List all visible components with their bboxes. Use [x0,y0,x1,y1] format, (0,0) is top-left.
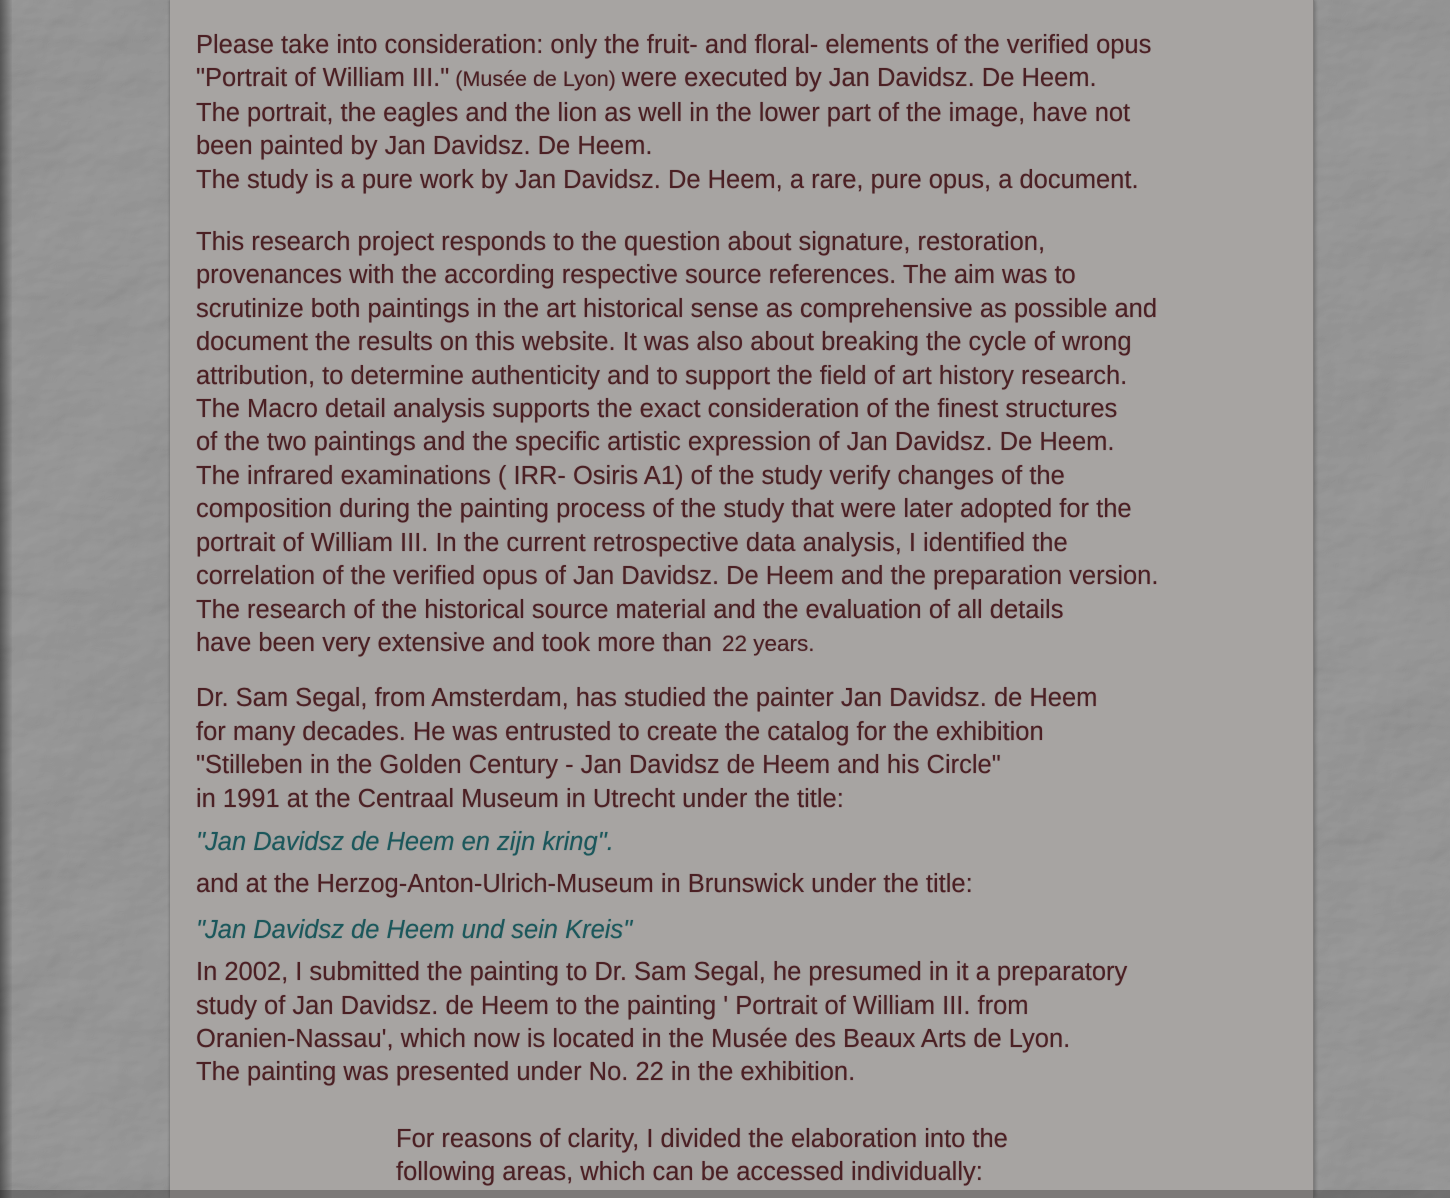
text-segment: have been very extensive and took more than [196,628,712,657]
text-line: been painted by Jan Davidsz. De Heem. [196,132,653,161]
paragraph-bridge [196,868,1313,901]
text-line: composition during the painting process of the study that were later adopted for the [196,495,1132,524]
text-line: scrutinize both paintings in the art historical sense as comprehensive as possible and [196,294,1158,323]
paragraph-research [196,226,1313,660]
exhibition-title-german [196,914,1313,947]
painting-title: "Portrait of William III." [196,64,450,93]
content-panel [170,0,1314,1198]
text-line: For reasons of clarity, I divided the elaboration into the [396,1124,1008,1153]
text-line: The research of the historical source material and the evaluation of all details [196,595,1064,624]
text-line: study of Jan Davidsz. de Heem to the painting ' Portrait of William III. from [196,991,1029,1020]
text-line: The study is a pure work by Jan Davidsz. De Heem, a rare, pure opus, a document. [196,165,1139,194]
text-line: The Macro detail analysis supports the exact consideration of the finest structures [196,395,1118,424]
text-line: portrait of William III. In the current retrospective data analysis, I identified the [196,528,1068,557]
text-line: The painting was presented under No. 22 in the exhibition. [196,1058,856,1087]
text-line: "Jan Davidsz de Heem en zijn kring". [196,827,614,856]
text-line: attribution, to determine authenticity and to support the field of art history research. [196,361,1128,390]
paragraph-submission [196,956,1313,1090]
text-line [196,627,1313,660]
text-line: The infrared examinations ( IRR- Osiris A1) of the study verify changes of the [196,461,1065,490]
duration-value: 22 years. [722,630,815,656]
left-edge-shadow [0,0,12,1198]
text-line: The portrait, the eagles and the lion as well in the lower part of the image, have not [196,98,1131,127]
text-segment: were executed by Jan Davidsz. De Heem. [621,64,1097,93]
text-line: provenances with the according respective source references. The aim was to [196,261,1076,290]
text-line: "Stilleben in the Golden Century - Jan Davidsz de Heem and his Circle" [196,751,1001,780]
text-line: document the results on this website. It was also about breaking the cycle of wrong [196,328,1132,357]
paragraph-intro [196,29,1313,197]
exhibition-title-dutch [196,826,1313,859]
text-line: and at the Herzog-Anton-Ulrich-Museum in Brunswick under the title: [196,870,973,899]
text-line: following areas, which can be accessed individually: [396,1158,983,1187]
text-line: of the two paintings and the specific artistic expression of Jan Davidsz. De Heem. [196,428,1115,457]
paragraph-closing [396,1123,1313,1190]
bottom-edge-shadow [0,1190,1450,1198]
paragraph-segal [196,682,1313,816]
text-line: This research project responds to the question about signature, restoration, [196,228,1046,257]
text-line [196,62,1313,96]
text-line: "Jan Davidsz de Heem und sein Kreis" [196,915,633,944]
text-line: In 2002, I submitted the painting to Dr. Sam Segal, he presumed in it a preparatory [196,958,1128,987]
text-line: Dr. Sam Segal, from Amsterdam, has studied the painter Jan Davidsz. de Heem [196,684,1098,713]
text-line: for many decades. He was entrusted to create the catalog for the exhibition [196,717,1044,746]
text-line: in 1991 at the Centraal Museum in Utrecht under the title: [196,784,844,813]
text-line: Oranien-Nassau', which now is located in the Musée des Beaux Arts de Lyon. [196,1024,1071,1053]
text-line: correlation of the verified opus of Jan Davidsz. De Heem and the preparation version. [196,562,1159,591]
museum-parenthetical: (Musée de Lyon) [449,67,622,92]
text-line: Please take into consideration: only the fruit- and floral- elements of the verified opus [196,31,1152,59]
